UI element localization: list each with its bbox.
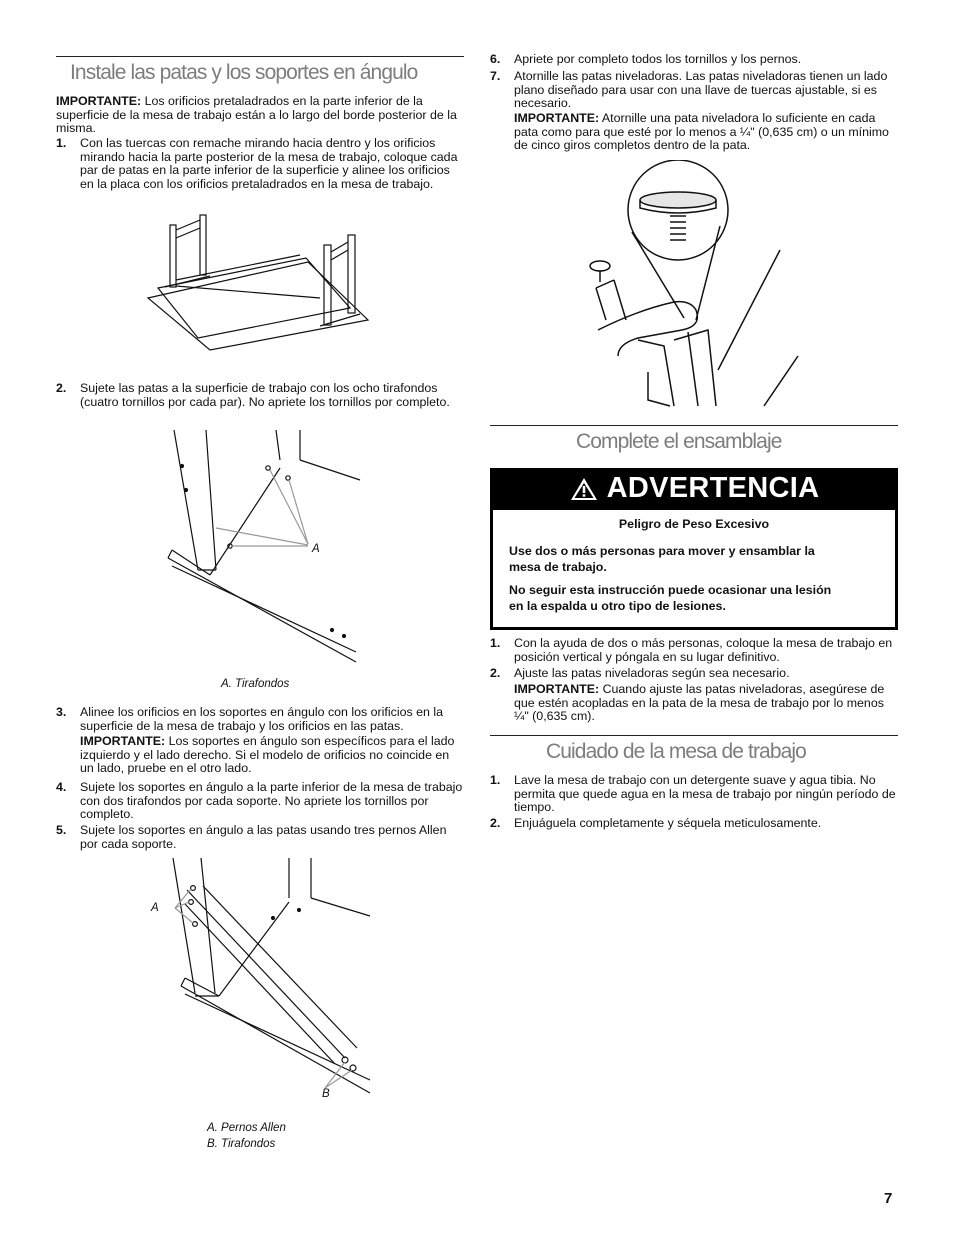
- step-3-important-label: IMPORTANTE:: [80, 734, 166, 748]
- step-7-important-text: Atornille una pata niveladora lo suficiente en cada pata como para que esté por lo menos a ¼" (0,635 cm) o un mínimo de cinco giros completos dentro de la pata.: [514, 111, 889, 153]
- assembly-step-2-text: Ajuste las patas niveladoras según sea necesario.: [514, 666, 790, 680]
- care-step-1-number: 1.: [490, 773, 501, 787]
- warning-line-1: Use dos o más personas para mover y ensamblar la mesa de trabajo.: [509, 544, 815, 574]
- warning-subtitle: Peligro de Peso Excesivo: [618, 517, 770, 531]
- assembly-important-label: IMPORTANTE:: [514, 682, 600, 696]
- warning-line-2: No seguir esta instrucción puede ocasionar una lesión en la espalda u otro tipo de lesiones.: [509, 583, 832, 613]
- step-4-number: 4.: [56, 780, 67, 794]
- fig3-label-b: B: [322, 1088, 330, 1100]
- step-1-text: Con las tuercas con remache mirando hacia dentro y los orificios mirando hacia la parte posterior de la mesa de trabajo, coloque cada par de patas en la parte inferior de la superficie y alinee los orificios en la placa con los orificios pretaladrados en la mesa de trabajo.: [80, 136, 458, 191]
- figure-leveling-foot: [578, 160, 808, 410]
- fig2-label-a: A: [312, 543, 320, 555]
- step-5-number: 5.: [56, 823, 67, 837]
- step-7-number: 7.: [490, 69, 501, 83]
- care-step-2-number: 2.: [490, 816, 501, 830]
- warning-header: [490, 468, 898, 510]
- step-3-important: [80, 735, 463, 776]
- step-3-important-text: Los soportes en ángulo son específicos para el lado izquierdo y el lado derecho. Si el modelo de orificios no coincide en un lado, pruebe en el otro lado.: [80, 734, 455, 776]
- care-step-1-text: Lave la mesa de trabajo con un detergente suave y agua tibia. No permita que quede agua en la mesa de trabajo por ningún período de tiempo.: [514, 773, 896, 815]
- assembly-important-text: Cuando ajuste las patas niveladoras, asegúrese de que estén acopladas en la pata de la mesa de trabajo por lo menos ¼" (0,635 cm).: [514, 682, 885, 724]
- heading-care: Cuidado de la mesa de trabajo: [546, 740, 806, 763]
- important-note-1: [56, 95, 461, 136]
- fig3-label-a: A: [151, 902, 159, 914]
- right-mid-rule: [490, 425, 898, 426]
- step-7-important: [514, 112, 898, 153]
- assembly-step-1-text: Con la ayuda de dos o más personas, coloque la mesa de trabajo en posición vertical y póngala en su lugar definitivo.: [514, 636, 893, 664]
- care-step-2-text: Enjuáguela completamente y séquela meticulosamente.: [514, 816, 822, 830]
- step-2-number: 2.: [56, 381, 67, 395]
- step-3-number: 3.: [56, 705, 67, 719]
- left-top-rule: [56, 56, 464, 57]
- fig3-caption-b: B. Tirafondos: [207, 1138, 276, 1150]
- step-6-text: Apriete por completo todos los tornillos y los pernos.: [514, 52, 802, 66]
- figure-angle-braces: [165, 858, 375, 1103]
- fig3-caption-a: A. Pernos Allen: [207, 1122, 286, 1134]
- page-number: 7: [884, 1190, 893, 1207]
- assembly-step-2-number: 2.: [490, 666, 501, 680]
- step-7-important-label: IMPORTANTE:: [514, 111, 600, 125]
- step-1-number: 1.: [56, 136, 67, 150]
- assembly-important: [514, 683, 898, 724]
- step-3-text: Alinee los orificios en los soportes en ángulo con los orificios en la superficie de la mesa de trabajo y los orificios en las patas.: [80, 705, 443, 733]
- heading-complete-assembly: Complete el ensamblaje: [576, 430, 782, 453]
- fig2-caption: A. Tirafondos: [221, 678, 290, 690]
- step-7-text: Atornille las patas niveladoras. Las patas niveladoras tienen un lado plano diseñado para usar con una llave de tuercas ajustable, si es necesario.: [514, 69, 888, 111]
- warning-triangle-icon: [569, 476, 599, 502]
- important-label: IMPORTANTE:: [56, 94, 142, 108]
- step-6-number: 6.: [490, 52, 501, 66]
- warning-title: ADVERTENCIA: [606, 472, 820, 505]
- step-2-text: Sujete las patas a la superficie de trabajo con los ocho tirafondos (cuatro tornillos por cada par). No apriete los tornillos por completo.: [80, 381, 450, 409]
- step-5-text: Sujete los soportes en ángulo a las patas usando tres pernos Allen por cada soporte.: [80, 823, 447, 851]
- heading-install-legs: Instale las patas y los soportes en ángulo: [70, 61, 418, 84]
- figure-lag-screws: [160, 430, 370, 670]
- right-lower-rule: [490, 735, 898, 736]
- important-text: Los orificios pretaladrados en la parte inferior de la superficie de la mesa de trabajo están a lo largo del borde posterior de la misma.: [56, 94, 457, 136]
- figure-legs-on-surface: [140, 210, 380, 355]
- assembly-step-1-number: 1.: [490, 636, 501, 650]
- step-4-text: Sujete los soportes en ángulo a la parte inferior de la mesa de trabajo con dos tirafondos por cada soporte. No apriete los tornillos por completo.: [80, 780, 463, 822]
- warning-body: [490, 510, 898, 630]
